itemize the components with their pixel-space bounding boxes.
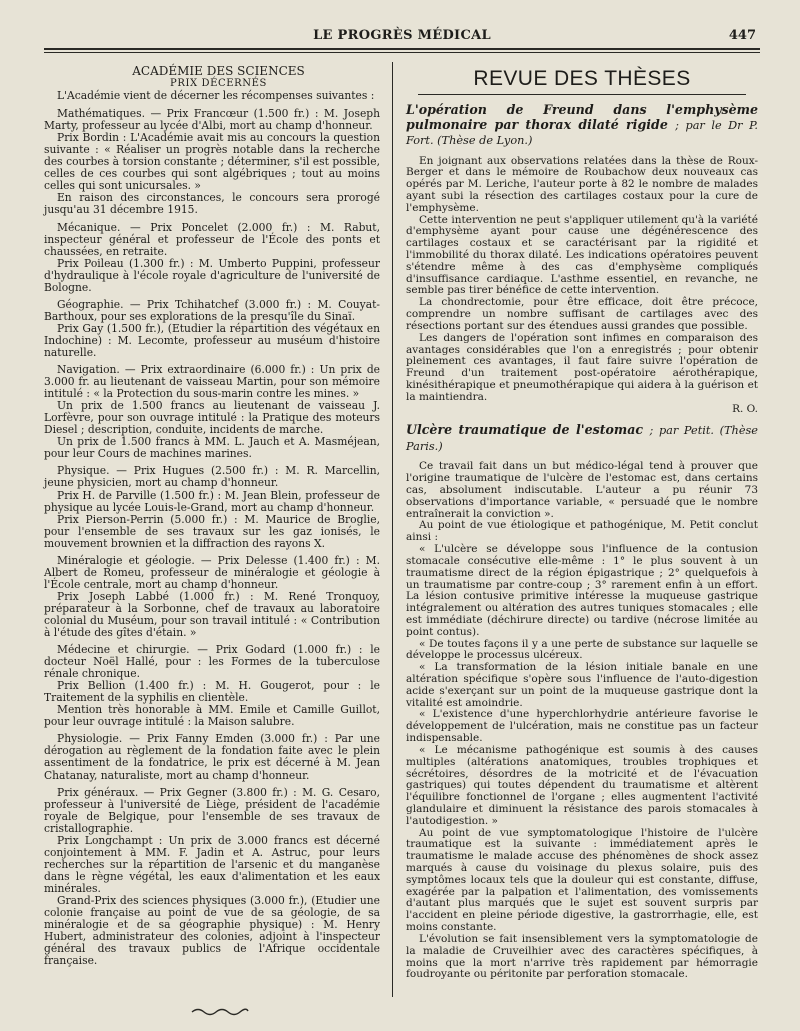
journal-title: LE PROGRÈS MÉDICAL: [313, 28, 491, 43]
section-title-academie: ACADÉMIE DES SCIENCES: [132, 64, 305, 78]
quote-paragraph: « Le mécanisme pathogénique est soumis à des causes multiples (altérations anatomiques, troubles trophiques et sécrétoires, désordres de la motricité et de l'évacuation gastriques) qui toutes dépendent du traumatisme et altèrent l'équilibre fonctionnel de l'organe ; elles augmentent l'activité glandulaire et diminuent la résistance des parois stomacales à l'autodigestion. »: [406, 743, 758, 827]
prize-paragraph: Géographie. — Prix Tchihatchef (3.000 fr.) : M. Couyat-Barthoux, pour ses explorations de la presqu'île du Sinaï.: [44, 297, 380, 323]
prize-paragraph: Prix Gay (1.500 fr.), (Etudier la répartition des végétaux en Indochine) : M. Lecomte, professeur au muséum d'histoire naturelle.: [44, 321, 380, 359]
prize-paragraph: Mécanique. — Prix Poncelet (2.000 fr.) : M. Rabut, inspecteur général et professeur de l'École des ponts et chaussées, en retraite.: [44, 220, 380, 258]
page-header: [44, 24, 760, 46]
end-ornament: [190, 1005, 250, 1017]
prize-paragraph: Prix H. de Parville (1.500 fr.) : M. Jean Blein, professeur de physique au lycée Louis-le-Grand, mort au champ d'honneur.: [44, 488, 380, 514]
article-paragraph: En joignant aux observations relatées dans la thèse de Roux-Berger et dans le mémoire de Roubachow deux nouveaux cas opérés par M. Leriche, l'auteur porte à 82 le nombre de malades ayant subi la résection des cartilages costaux pour la cure de l'emphysème.: [406, 154, 758, 214]
prize-paragraph: Un prix de 1.500 francs à MM. L. Jauch et A. Masméjean, pour leur Cours de machines marines.: [44, 435, 380, 461]
prize-paragraph: Minéralogie et géologie. — Prix Delesse (1.400 fr.) : M. Albert de Romeu, professeur de minéralogie et géologie à l'École centrale, mort au champ d'honneur.: [44, 553, 380, 591]
right-column: [406, 64, 758, 981]
prize-paragraph: Prix Longchampt : Un prix de 3.000 francs est décerné conjointement à MM. F. Jadin et A. Astruc, pour leurs recherches sur la répartition de l'arsenic et du manganèse dans le règne végétal, les eaux d'alimentation et les eaux minérales.: [44, 833, 380, 895]
article-title-text: L'opération de Freund dans l'emphysème pulmonaire par thorax dilaté rigide: [406, 102, 758, 132]
quote-paragraph: « L'existence d'une hyperchlorhydrie antérieure favorise le développement de l'ulcération, mais ne constitue pas un facteur indispensable.: [406, 708, 758, 745]
header-rule: [44, 48, 760, 50]
article-paragraph: Ce travail fait dans un but médico-légal tend à prouver que l'origine traumatique de l'ulcère de l'estomac est, dans certains cas, absolument indiscutable. L'auteur a pu réunir 73 observations d'importance variable, « persuadé que le nombre entraînerait la conviction ».: [406, 460, 758, 520]
prize-paragraph: Grand-Prix des sciences physiques (3.000 fr.), (Etudier une colonie française au point de vue de sa géologie, de sa minéralogie et de sa géographie physique) : M. Henry Hubert, administrateur des colonies, adjoint à l'inspecteur général des travaux publics de l'Afrique occidentale française.: [44, 894, 380, 968]
prize-paragraph: Prix Bellion (1.400 fr.) : M. H. Gougerot, pour : le Traitement de la syphilis en clientèle.: [44, 679, 380, 705]
article-paragraph: La chondrectomie, pour être efficace, doit être précoce, comprendre un nombre suffisant de cartilages avec des résections portant sur des étendues aussi grandes que possible.: [406, 296, 758, 332]
prize-paragraph: Un prix de 1.500 francs au lieutenant de vaisseau J. Lorfèvre, pour son ouvrage intitulé : la Pratique des moteurs Diesel ; description, conduite, incidents de marche.: [44, 399, 380, 437]
prize-paragraph: Prix généraux. — Prix Gegner (3.800 fr.) : M. G. Cesaro, professeur à l'université de Liège, président de l'académie royale de Belgique, pour l'ensemble de ses travaux de cristallographie.: [44, 785, 380, 835]
prize-paragraph: Physiologie. — Prix Fanny Emden (3.000 fr.) : Par une dérogation au règlement de la fondation faite avec le plein assentiment de la fondatrice, le prix est décerné à M. Jean Chatanay, naturaliste, mort au champ d'honneur.: [44, 732, 380, 782]
page-number: 447: [728, 28, 756, 43]
article-signature: R. O.: [732, 402, 758, 415]
intro-paragraph: L'Académie vient de décerner les récompenses suivantes :: [57, 89, 375, 103]
prize-paragraph: Navigation. — Prix extraordinaire (6.000 fr.) : Un prix de 3.000 fr. au lieutenant de vaisseau Martin, pour son mémoire intitulé : « la Protection du sous-marin contre les mines. »: [44, 363, 380, 401]
prize-paragraph: Prix Bordin : L'Académie avait mis au concours la question suivante : « Réaliser un progrès notable dans la recherche des courbes à torsion constante ; déterminer, s'il est possible, celles de ces courbes qui sont algébriques ; tout au moins celles qui sont unicursales. »: [44, 131, 380, 193]
prize-paragraph: Médecine et chirurgie. — Prix Godard (1.000 fr.) : le docteur Noël Hallé, pour : les Formes de la tuberculose rénale chronique.: [44, 643, 380, 681]
prize-paragraph: En raison des circonstances, le concours sera prorogé jusqu'au 31 décembre 1915.: [44, 191, 380, 217]
article-byline: ; par le Dr P. Fort. (Thèse de Lyon.): [406, 118, 758, 147]
article-title-freund: [406, 103, 758, 149]
prize-paragraph: Mention très honorable à MM. Emile et Camille Guillot, pour leur ouvrage intitulé : la Maison salubre.: [44, 703, 380, 729]
header-rule-thin: [44, 52, 760, 53]
article-paragraph: Cette intervention ne peut s'appliquer utilement qu'à la variété d'emphysème ayant pour cause une dégénérescence des cartilages costaux et se caractérisant par la rigidité et l'immobilité du thorax dilaté. Les indications opératoires peuvent s'étendre même à des cas d'emphysème compliqués d'insuffisance cardiaque. L'asthme essentiel, en revanche, ne semble pas tirer bénéfice de cette intervention.: [406, 213, 758, 297]
article-paragraph: Au point de vue symptomatologique l'histoire de l'ulcère traumatique est la suivante : immédiatement après le traumatisme le malade accuse des phénomènes de shock assez marqués à cause du voisinage du plexus solaire, puis des symptômes locaux tels que la douleur qui est constante, diffuse, exagérée par la palpation et l'alimentation, des vomissements d'autant plus marqués que le sujet est souvent surpris par l'accident en pleine période digestive, la gastrorrhagie, elle, est moins constante.: [406, 826, 758, 934]
article-paragraph: L'évolution se fait insensiblement vers la symptomatologie de la maladie de Cruveilhier avec des caractères spécifiques, à moins que la mort n'arrive très rapidement par hémorragie foudroyante ou péritonite par perforation stomacale.: [406, 932, 758, 981]
quote-paragraph: « De toutes façons il y a une perte de substance sur laquelle se développe le processus ulcéreux.: [406, 637, 758, 662]
prize-paragraph: Mathématiques. — Prix Francœur (1.500 fr.) : M. Joseph Marty, professeur au lycée d'Albi, mort au champ d'honneur.: [44, 107, 380, 133]
article-title-text: Ulcère traumatique de l'estomac: [406, 422, 644, 438]
section-title-revue: REVUE DES THÈSES: [418, 66, 746, 95]
article-byline: ; par Petit. (Thèse Paris.): [406, 424, 758, 453]
left-column: [44, 64, 380, 967]
column-divider: [392, 62, 393, 997]
prize-paragraph: Prix Joseph Labbé (1.000 fr.) : M. René Tronquoy, préparateur à la Sorbonne, chef de travaux au laboratoire colonial du Muséum, pour son travail intitulé : « Contribution à l'étude des gîtes d'étain. »: [44, 589, 380, 640]
prize-paragraph: Prix Poileau (1.300 fr.) : M. Umberto Puppini, professeur d'hydraulique à l'école royale d'agriculture de l'université de Bologne.: [44, 256, 380, 294]
quote-paragraph: « L'ulcère se développe sous l'influence de la contusion stomacale consécutive elle-même : 1° le plus souvent à un traumatisme direct de la région épigastrique ; 2° quelquefois à un traumatisme par contre-coup ; 3° rarement enfin à un effort. La lésion contusive primitive intéresse la muqueuse gastrique intégralement ou altération des autres tuniques stomacales ; elle est immédiate (déchirure directe) ou tardive (nécrose limitée au point contus).: [406, 543, 758, 638]
prize-paragraph: Prix Pierson-Perrin (5.000 fr.) : M. Maurice de Broglie, pour l'ensemble de ses travaux sur les gaz ionisés, le mouvement brownien et la diffraction des rayons X.: [44, 512, 380, 550]
article-paragraph: Les dangers de l'opération sont infimes en comparaison des avantages considérables que l'on a enregistrés ; pour obtenir pleinement ces avantages, il faut faire suivre l'opération de Freund d'un traitement post-opératoire aérothérapique, kinésithérapique et pneumothérapique qui aidera à la guérison et la maintiendra.: [406, 331, 758, 403]
article-title-ulcere: [406, 423, 758, 454]
quote-paragraph: « La transformation de la lésion initiale banale en une altération spécifique s'opère sous l'influence de l'auto-digestion acide s'exerçant sur un point de la muqueuse gastrique dont la vitalité est amoindrie.: [406, 661, 758, 709]
prize-paragraph: Physique. — Prix Hugues (2.500 fr.) : M. R. Marcellin, jeune physicien, mort au champ d'honneur.: [44, 464, 380, 490]
article-paragraph: Au point de vue étiologique et pathogénique, M. Petit conclut ainsi :: [406, 519, 758, 544]
section-subtitle-prix: PRIX DÉCERNÉS: [169, 78, 267, 89]
